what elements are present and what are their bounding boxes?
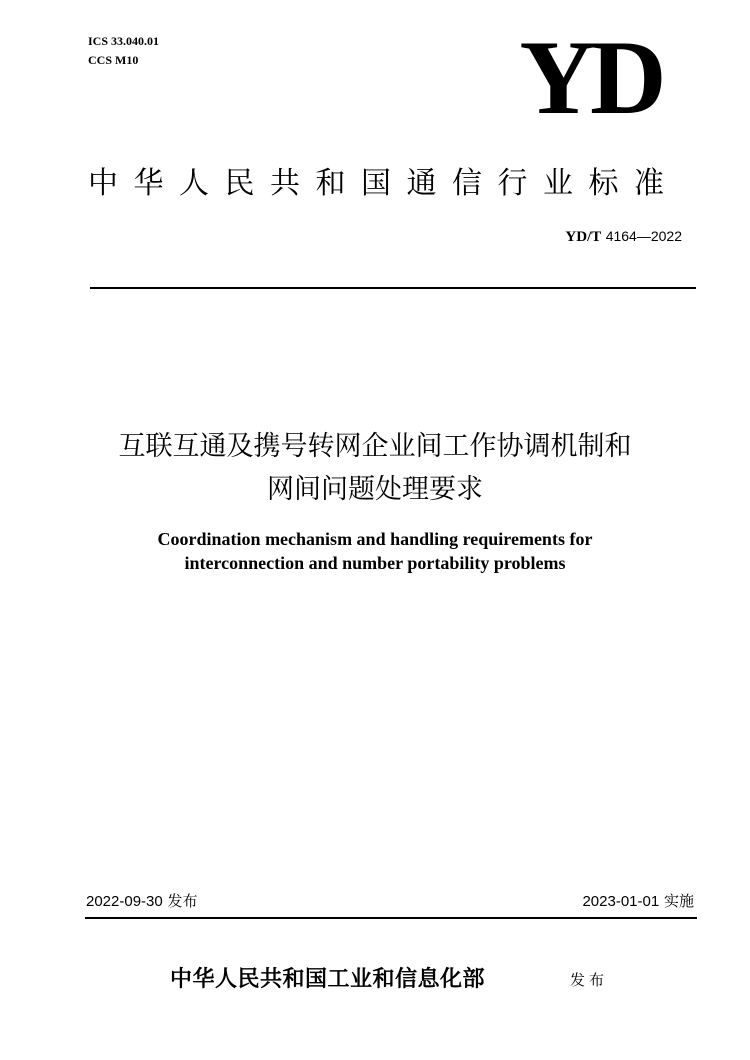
bottom-divider bbox=[85, 917, 697, 919]
standard-category-title: 中华人民共和国通信行业标准 bbox=[88, 166, 680, 201]
publisher-name: 中华人民共和国工业和信息化部 bbox=[170, 966, 486, 992]
standard-code-number: 4164—2022 bbox=[605, 228, 682, 244]
issue-date-value: 2022-09-30 bbox=[86, 893, 163, 910]
implementation-date-value: 2023-01-01 bbox=[582, 893, 660, 910]
chinese-title-line-2: 网间问题处理要求 bbox=[267, 474, 483, 505]
chinese-title-line-1: 互联互通及携号转网企业间工作协调机制和 bbox=[118, 431, 632, 462]
ics-code: ICS 33.040.01 bbox=[88, 34, 160, 48]
implementation-date bbox=[582, 891, 694, 912]
implementation-date-label: 实施 bbox=[663, 892, 694, 910]
ccs-code: CCS M10 bbox=[88, 53, 139, 67]
publish-label: 发布 bbox=[570, 971, 609, 989]
issue-date bbox=[86, 891, 198, 912]
yd-logo: YD bbox=[519, 19, 661, 136]
top-divider bbox=[90, 287, 696, 289]
standard-code-prefix: YD/T bbox=[565, 229, 602, 245]
issue-date-label: 发布 bbox=[167, 892, 198, 910]
standard-code bbox=[565, 226, 682, 247]
english-title-line-1: Coordination mechanism and handling requirements for bbox=[157, 529, 593, 549]
english-title-line-2: interconnection and number portability problems bbox=[184, 553, 566, 573]
